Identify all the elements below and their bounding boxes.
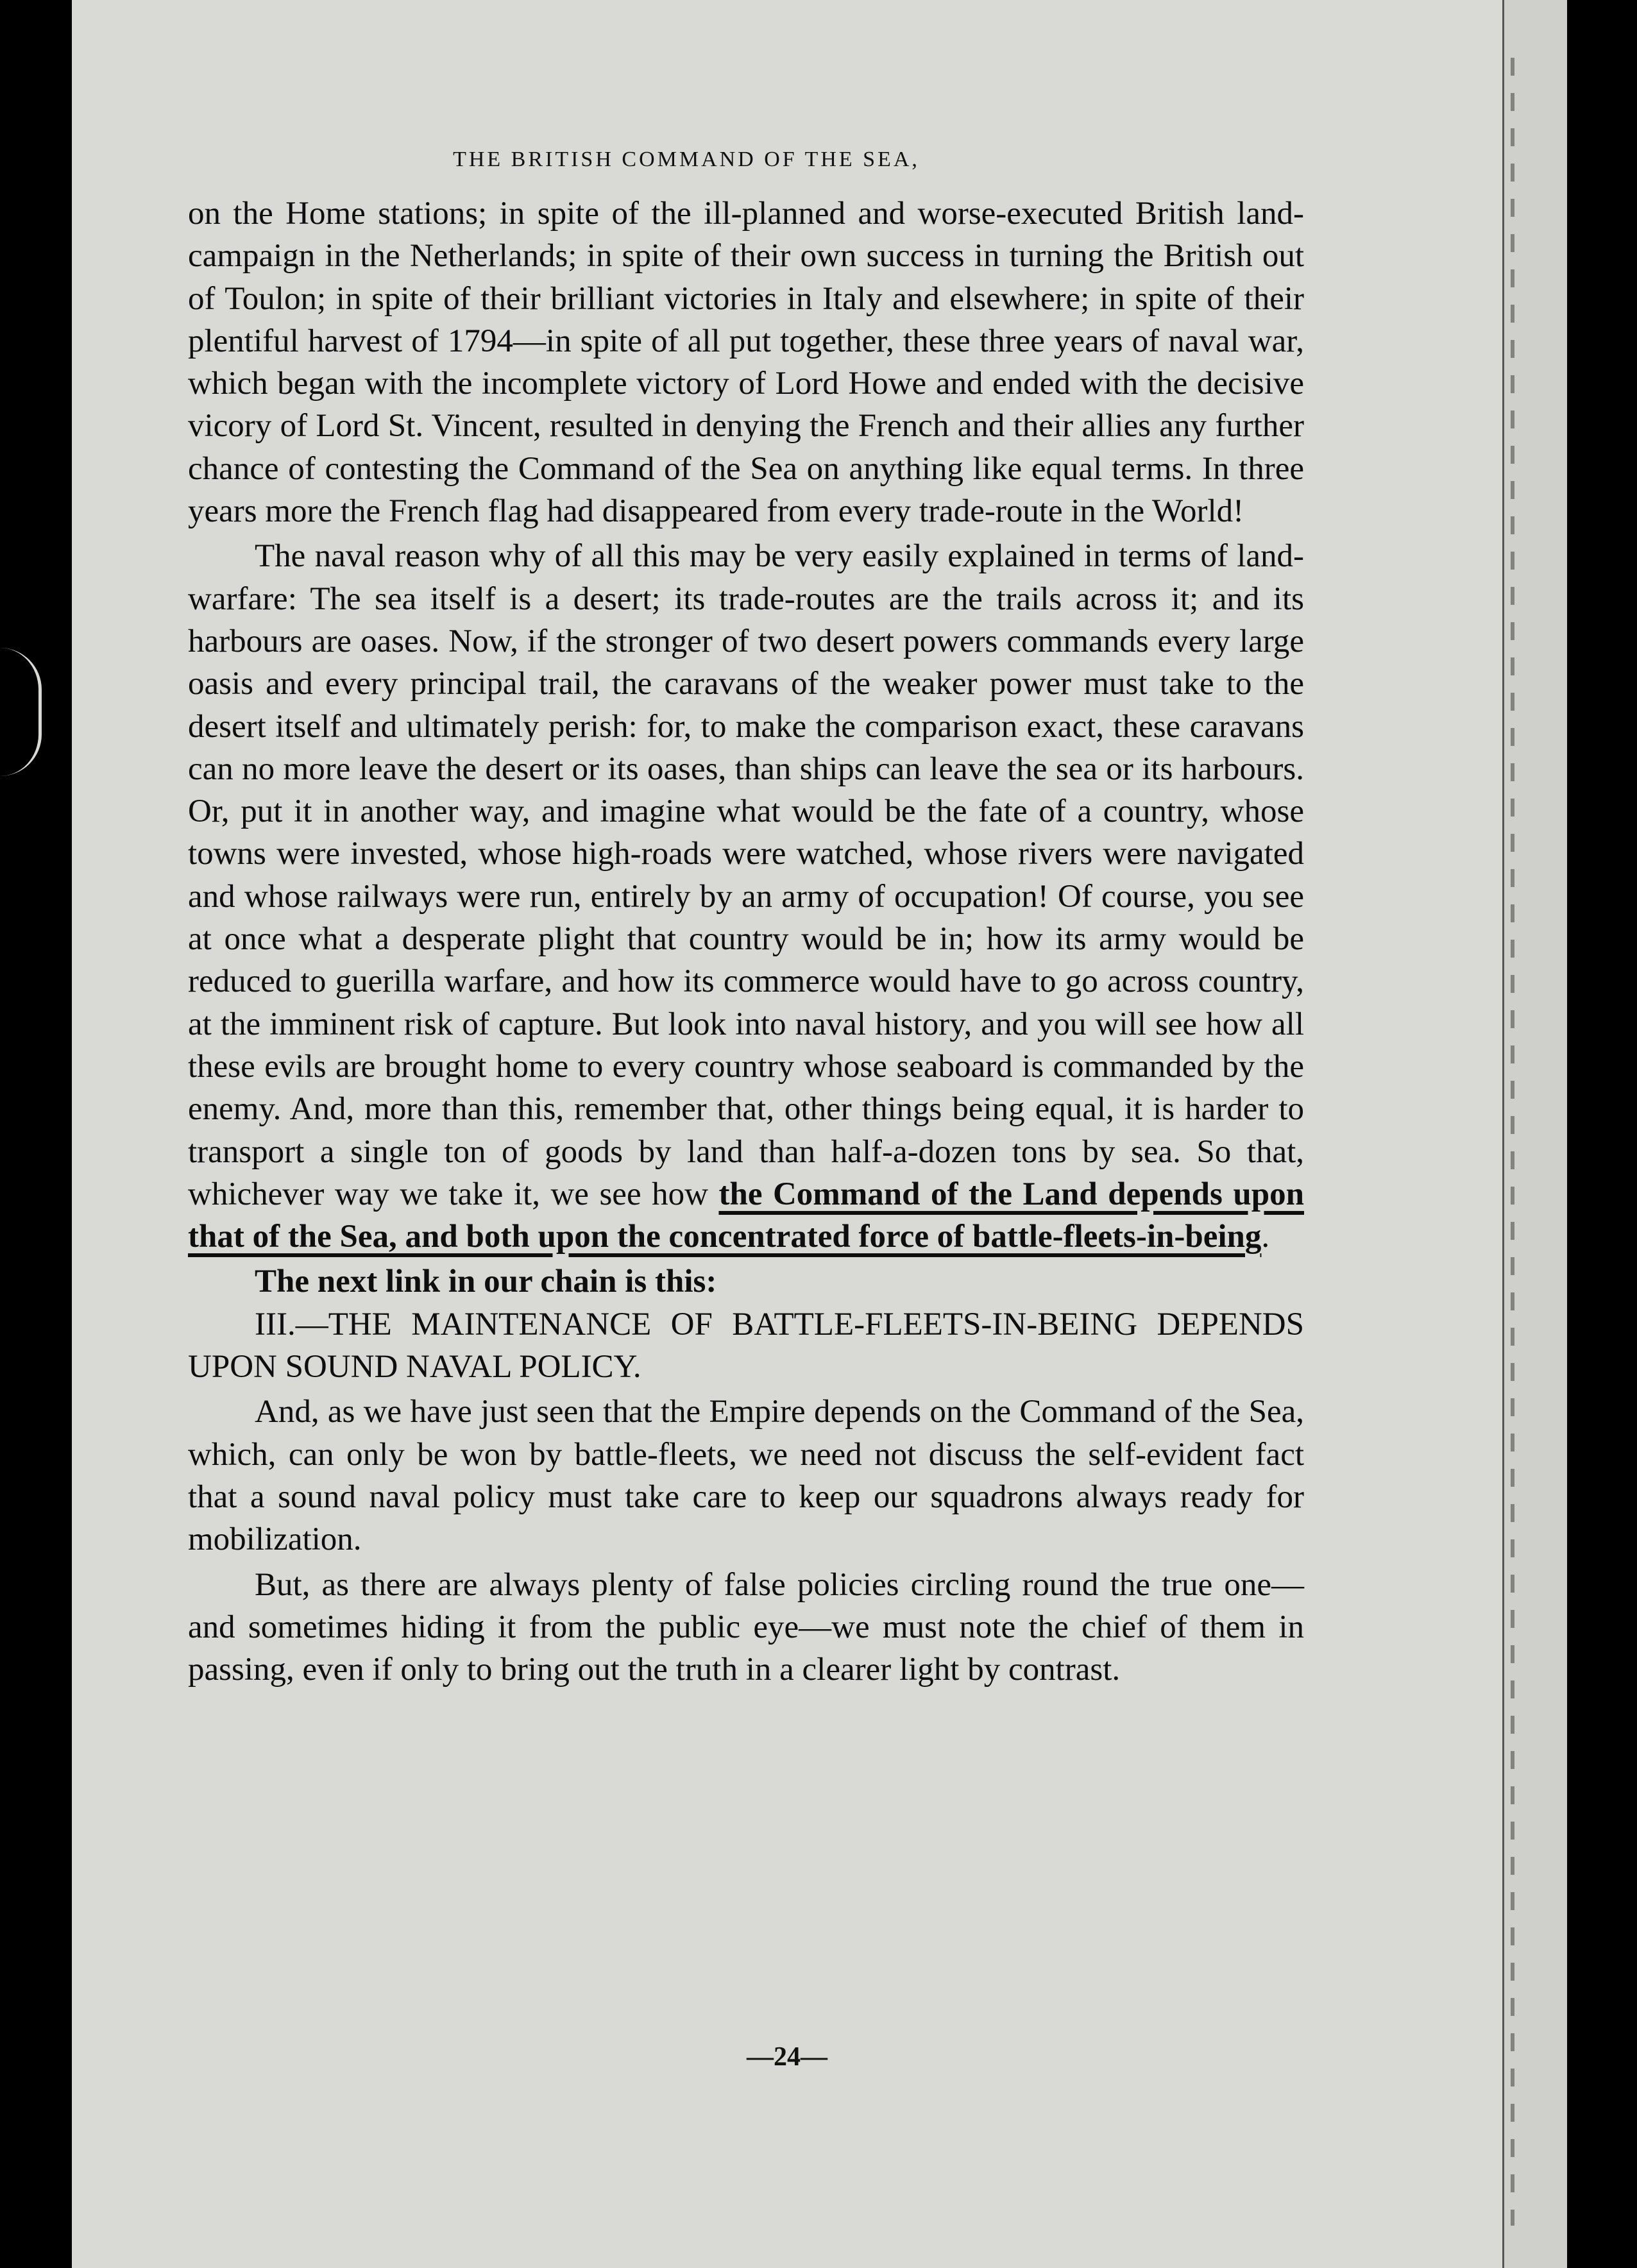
- book-page: [72, 0, 1502, 2268]
- paragraph-5: But, as there are always plenty of false policies circling round the true one—and sometimes hiding it from the public eye—we must note the chief of them in passing, even if only to bring out the truth in a clearer light by contrast.: [188, 1566, 1304, 1688]
- scan-margin-mark: [0, 648, 42, 776]
- binding-stitching: [1511, 58, 1514, 2226]
- paragraph-2-text: The naval reason why of all this may be very easily explained in terms of land-warfare: The sea itself is a desert; its trade-routes are the trails across it; and its harbours are oases. Now, if the stronger of two desert powers commands every large oasis and every principal trail, the caravans of the weaker power must take to the desert itself and ultimately perish: for, to make the comparison exact, these caravans can no more leave the desert or its oases, than ships can leave the sea or its harbours. Or, put it in another way, and imagine what would be the fate of a country, whose towns were invested, whose high-roads were watched, whose rivers were navigated and whose railways were run, entirely by an army of occupation! Of course, you see at once what a desperate plight that country would be in; how its army would be reduced to guerilla warfare, and how its commerce would have to go across country, at the imminent risk of capture. But look into naval history, and you will see how all these evils are brought home to every country whose seaboard is commanded by the enemy. And, more than this, remember that, other things being equal, it is harder to transport a single ton of goods by land than half-a-dozen tons by sea. So that, whichever way we take it, we see how: [188, 538, 1304, 1212]
- paragraph-1: on the Home stations; in spite of the ill-planned and worse-executed British land-campaign in the Netherlands; in spite of their own success in turning the British out of Toulon; in spite of their brilliant victories in Italy and elsewhere; in spite of their plentiful harvest of 1794—in spite of all put together, these three years of naval war, which began with the incomplete victory of Lord Howe and ended with the decisive vicory of Lord St. Vincent, resulted in denying the French and their allies any further chance of contesting the Command of the Sea on anything like equal terms. In three years more the French flag had disappeared from every trade-route in the World!: [188, 196, 1304, 530]
- paragraph-4: And, as we have just seen that the Empire depends on the Command of the Sea, which, can only be won by battle-fleets, we need not discuss the self-evident fact that a sound naval policy must take care to keep our squadrons always ready for mobilization.: [188, 1394, 1304, 1558]
- paragraph-2-end: .: [1261, 1219, 1270, 1255]
- underlined-passage: the Command of the Land depends upon that of the Sea, and both upon the concentrated force of battle-fleets-in-being: [188, 1176, 1304, 1255]
- section-heading: III.—THE MAINTENANCE OF BATTLE-FLEETS-IN-BEING DEPENDS UPON SOUND NAVAL POLICY.: [188, 1306, 1304, 1385]
- page-number: —24—: [747, 2042, 827, 2072]
- running-head: THE BRITISH COMMAND OF THE SEA,: [453, 148, 920, 171]
- paragraph-3: The next link in our chain is this:: [255, 1264, 717, 1300]
- paragraph-2: [188, 535, 1304, 1258]
- body-text: [188, 192, 1304, 1691]
